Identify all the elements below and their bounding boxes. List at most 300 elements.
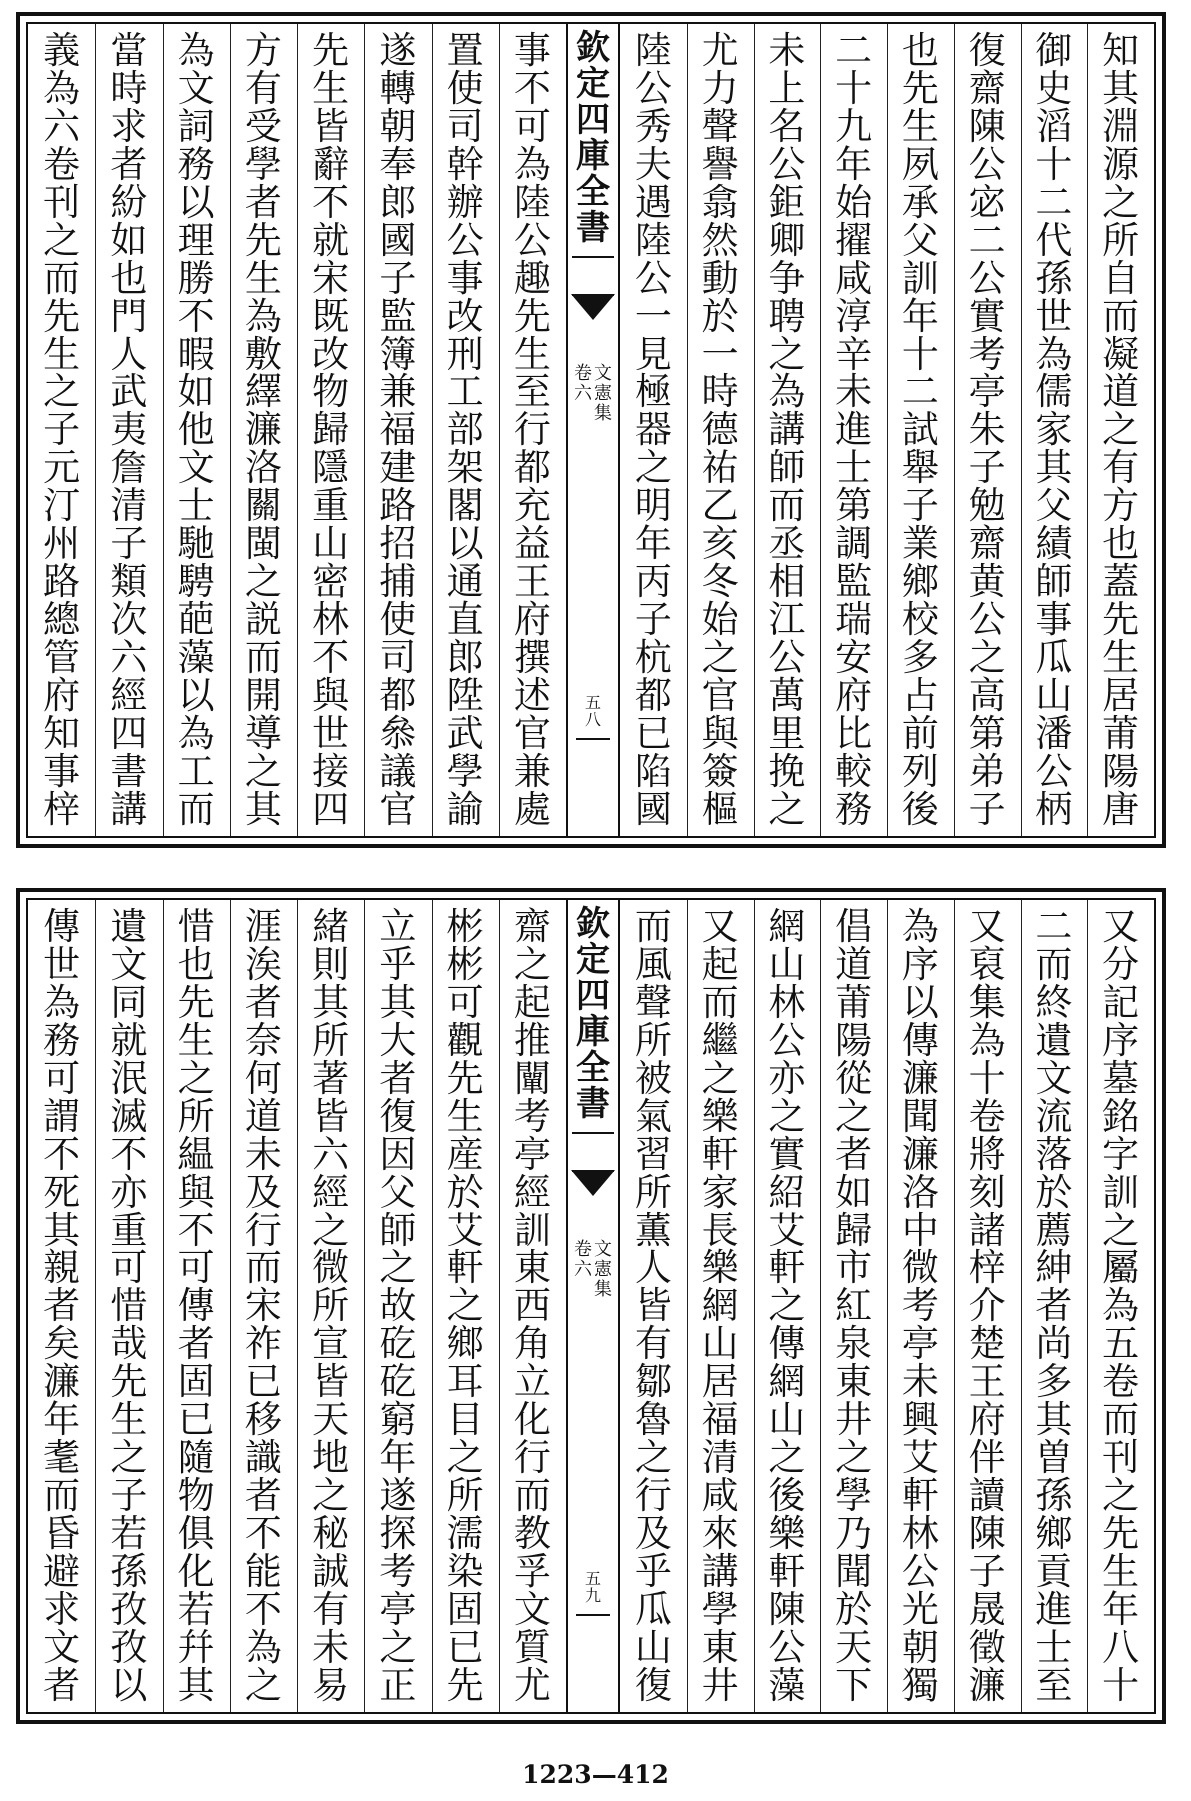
glyph: 闡 [513, 1056, 551, 1100]
text-column-right-2 [1021, 900, 1088, 1712]
glyph: 謂 [43, 1094, 81, 1138]
glyph: 艾 [901, 1436, 939, 1480]
glyph: 占 [901, 673, 939, 717]
glyph: 濂 [244, 408, 282, 452]
glyph: 遂 [379, 1474, 417, 1518]
glyph: 也 [177, 942, 215, 986]
glyph: 之 [768, 1094, 806, 1138]
glyph: 史 [1035, 66, 1073, 110]
glyph: 井 [701, 1663, 739, 1707]
glyph: 序 [1102, 1018, 1140, 1062]
glyph: 又 [968, 905, 1006, 948]
glyph: 士 [1035, 1625, 1073, 1669]
glyph: 之 [244, 1663, 282, 1707]
glyph: 則 [312, 942, 350, 986]
glyph: 為 [1102, 1284, 1140, 1328]
glyph: 官 [513, 711, 551, 755]
glyph: 之 [446, 1284, 484, 1328]
text-column-right-8 [620, 24, 687, 836]
glyph: 儒 [1035, 370, 1073, 414]
glyph: 孫 [110, 1549, 148, 1593]
glyph: 網 [768, 905, 806, 948]
glyph: 名 [768, 104, 806, 148]
glyph: 薫 [634, 1208, 672, 1252]
glyph: 同 [110, 980, 148, 1024]
glyph: 山 [701, 1322, 739, 1366]
glyph: 於 [835, 1587, 873, 1631]
glyph: 微 [312, 1246, 350, 1290]
glyph: 挽 [768, 749, 806, 793]
glyph: 調 [835, 522, 873, 566]
glyph: 化 [177, 1549, 215, 1593]
glyph: 有 [1102, 446, 1140, 490]
glyph: 瓜 [634, 1587, 672, 1631]
glyph: 文 [177, 446, 215, 490]
glyph: 墓 [1102, 1056, 1140, 1100]
column-rule [754, 900, 755, 1712]
glyph: 上 [768, 66, 806, 110]
glyph: 力 [701, 66, 739, 110]
glyph: 之 [1102, 408, 1140, 452]
glyph: 推 [513, 1018, 551, 1062]
glyph: 父 [379, 1170, 417, 1214]
glyph: 及 [634, 1512, 672, 1555]
glyph: 其 [1035, 1398, 1073, 1442]
glyph: 復 [968, 29, 1006, 72]
glyph: 十 [968, 1056, 1006, 1100]
glyph: 里 [768, 711, 806, 755]
glyph: 鄉 [1035, 1512, 1073, 1555]
glyph: 德 [701, 408, 739, 452]
glyph: 於 [701, 294, 739, 338]
glyph: 亭 [513, 1132, 551, 1176]
glyph: 可 [513, 104, 551, 148]
glyph: 生 [177, 1018, 215, 1062]
glyph: 所 [446, 1474, 484, 1518]
glyph: 公 [768, 142, 806, 186]
glyph: 未 [244, 1132, 282, 1176]
glyph: 著 [312, 1056, 350, 1100]
glyph: 馳 [177, 522, 215, 566]
glyph: 都 [513, 446, 551, 490]
glyph: 暇 [177, 332, 215, 376]
glyph: 洛 [244, 446, 282, 490]
glyph: 既 [312, 294, 350, 338]
glyph: 知 [43, 711, 81, 755]
text-column-left-5 [230, 24, 297, 836]
glyph: 柄 [1035, 787, 1073, 831]
glyph: 世 [43, 942, 81, 986]
glyph: 使 [379, 598, 417, 642]
glyph: 之 [634, 446, 672, 490]
glyph: 之 [312, 1208, 350, 1252]
glyph: 窮 [379, 1398, 417, 1442]
glyph: 立 [379, 905, 417, 948]
glyph: 乃 [835, 1512, 873, 1555]
glyph: 子 [43, 408, 81, 452]
glyph: 流 [1035, 1094, 1073, 1138]
glyph: 重 [110, 1208, 148, 1252]
glyph: 曽 [1035, 1436, 1073, 1480]
glyph: 門 [110, 294, 148, 338]
glyph: 御 [1035, 29, 1073, 72]
text-column-left-3 [364, 24, 431, 836]
glyph: 先 [1102, 598, 1140, 642]
glyph: 故 [379, 1284, 417, 1328]
glyph: 府 [43, 673, 81, 717]
glyph: 其 [43, 1208, 81, 1252]
glyph: 齋 [968, 522, 1006, 566]
glyph: 化 [513, 1398, 551, 1442]
page-frame-bottom [26, 898, 1156, 1714]
glyph: 代 [1035, 218, 1073, 262]
glyph: 承 [901, 180, 939, 224]
glyph: 生 [513, 332, 551, 376]
glyph: 艾 [768, 1208, 806, 1252]
glyph: 試 [901, 408, 939, 452]
glyph: 為 [244, 294, 282, 338]
glyph: 充 [513, 484, 551, 528]
glyph: 二 [835, 29, 873, 72]
glyph: 改 [446, 294, 484, 338]
glyph: 者 [43, 1284, 81, 1328]
glyph: 較 [835, 749, 873, 793]
glyph: 孫 [1035, 1474, 1073, 1518]
glyph: 東 [701, 1625, 739, 1669]
glyph: 伴 [968, 1436, 1006, 1480]
glyph: 師 [768, 446, 806, 490]
text-column-left-1 [499, 900, 566, 1712]
glyph: 傳 [768, 1322, 806, 1366]
glyph: 傳 [177, 1284, 215, 1328]
glyph: 八 [1102, 1625, 1140, 1669]
column-rule [297, 900, 298, 1712]
glyph: 王 [513, 560, 551, 604]
glyph: 不 [177, 294, 215, 338]
glyph: 魯 [634, 1398, 672, 1442]
text-column-right-3 [954, 900, 1021, 1712]
glyph: 工 [446, 370, 484, 414]
glyph: 經 [110, 673, 148, 717]
glyph: 卷 [1102, 1360, 1140, 1404]
glyph: 而 [513, 1474, 551, 1518]
glyph: 天 [312, 1398, 350, 1442]
glyph: 第 [835, 484, 873, 528]
glyph: 大 [379, 1018, 417, 1062]
glyph: 道 [835, 942, 873, 986]
glyph: 孜 [110, 1587, 148, 1631]
glyph: 公 [768, 1625, 806, 1669]
glyph: 生 [1102, 1549, 1140, 1593]
glyph: 及 [244, 1170, 282, 1214]
glyph: 與 [312, 673, 350, 717]
glyph: 行 [513, 1436, 551, 1480]
glyph: 五 [1102, 1322, 1140, 1366]
glyph: 所 [177, 1094, 215, 1138]
glyph: 之 [446, 1436, 484, 1480]
glyph: 始 [835, 180, 873, 224]
glyph: 道 [1102, 370, 1140, 414]
glyph: 若 [110, 1512, 148, 1555]
glyph: 也 [1102, 522, 1140, 566]
column-rule [163, 24, 164, 836]
glyph: 陞 [446, 673, 484, 717]
glyph: 復 [379, 1094, 417, 1138]
glyph: 益 [513, 522, 551, 566]
glyph: 師 [379, 1208, 417, 1252]
gutter-rule [576, 1614, 610, 1616]
glyph: 時 [110, 66, 148, 110]
text-column-right-1 [1087, 24, 1154, 836]
glyph: 家 [701, 1170, 739, 1214]
glyph: 為 [177, 711, 215, 755]
glyph: 為 [1035, 332, 1073, 376]
glyph: 争 [768, 256, 806, 300]
glyph: 監 [379, 294, 417, 338]
glyph: 惜 [110, 1284, 148, 1328]
glyph: 極 [634, 370, 672, 414]
glyph: 從 [835, 1056, 873, 1100]
glyph: 公 [968, 598, 1006, 642]
glyph: 卷 [43, 142, 81, 186]
text-column-left-4 [297, 24, 364, 836]
glyph: 天 [835, 1625, 873, 1669]
glyph: 而 [244, 1246, 282, 1290]
glyph: 地 [312, 1436, 350, 1480]
glyph: 先 [244, 218, 282, 262]
glyph: 公 [446, 218, 484, 262]
glyph: 直 [446, 598, 484, 642]
glyph: 亭 [901, 1322, 939, 1366]
glyph: 紳 [1035, 1246, 1073, 1290]
glyph: 所 [634, 1170, 672, 1214]
glyph: 讀 [968, 1474, 1006, 1518]
glyph: 可 [177, 1246, 215, 1290]
glyph: 學 [244, 142, 282, 186]
glyph: 皆 [634, 1284, 672, 1328]
glyph: 行 [244, 1208, 282, 1252]
glyph: 於 [1035, 1170, 1073, 1214]
glyph: 軒 [701, 1132, 739, 1176]
glyph: 江 [768, 598, 806, 642]
text-column-right-5 [820, 24, 887, 836]
glyph: 次 [110, 598, 148, 642]
glyph: 為 [244, 1625, 282, 1669]
glyph: 監 [835, 560, 873, 604]
gutter-subtitle: 文 憲 集 卷 六 [574, 1239, 612, 1300]
glyph: 下 [835, 1663, 873, 1707]
glyph: 字 [1102, 1132, 1140, 1176]
column-rule [954, 24, 955, 836]
text-column-right-8 [620, 900, 687, 1712]
glyph: 生 [312, 66, 350, 110]
glyph: 架 [446, 446, 484, 490]
glyph: 淳 [835, 294, 873, 338]
glyph: 網 [701, 1284, 739, 1328]
glyph: 而 [244, 636, 282, 679]
glyph: 刑 [446, 332, 484, 376]
glyph: 自 [1102, 256, 1140, 300]
glyph: 軒 [768, 1549, 806, 1593]
glyph: 不 [513, 66, 551, 110]
glyph: 軒 [446, 1246, 484, 1290]
glyph: 第 [968, 711, 1006, 755]
glyph: 之 [43, 370, 81, 414]
glyph: 未 [768, 29, 806, 72]
glyph: 彬 [446, 942, 484, 986]
glyph: 簿 [379, 332, 417, 376]
glyph: 者 [1035, 1284, 1073, 1328]
glyph: 公 [1035, 749, 1073, 793]
glyph: 其 [244, 787, 282, 831]
gutter-page-number: 五 八 [584, 693, 601, 729]
glyph: 生 [43, 332, 81, 376]
glyph: 涘 [244, 942, 282, 986]
glyph: 就 [110, 1018, 148, 1062]
glyph: 丙 [634, 560, 672, 604]
glyph: 高 [968, 673, 1006, 717]
column-rule [432, 24, 433, 836]
glyph: 四 [110, 711, 148, 755]
column-rule [1021, 24, 1022, 836]
column-rule [230, 24, 231, 836]
glyph: 物 [312, 370, 350, 414]
glyph: 東 [835, 1360, 873, 1404]
glyph: 産 [446, 1132, 484, 1176]
glyph: 緒 [312, 905, 350, 948]
column-rule [499, 24, 500, 836]
text-column-left-2 [432, 24, 499, 836]
glyph: 多 [901, 636, 939, 679]
glyph: 所 [1102, 218, 1140, 262]
glyph: 敷 [244, 332, 282, 376]
glyph: 其 [177, 1663, 215, 1707]
glyph: 二 [1035, 180, 1073, 224]
glyph: 詹 [110, 446, 148, 490]
glyph: 通 [446, 560, 484, 604]
glyph: 十 [901, 332, 939, 376]
glyph: 習 [634, 1132, 672, 1176]
glyph: 福 [701, 1398, 739, 1442]
glyph: 先 [513, 294, 551, 338]
glyph: 來 [701, 1512, 739, 1555]
glyph: 與 [177, 1170, 215, 1214]
glyph: 不 [244, 1512, 282, 1555]
glyph: 耄 [43, 1436, 81, 1480]
glyph: 歸 [312, 408, 350, 452]
glyph: 六 [43, 104, 81, 148]
glyph: 清 [701, 1436, 739, 1480]
glyph: 他 [177, 408, 215, 452]
glyph: 學 [835, 1474, 873, 1518]
glyph: 昏 [43, 1512, 81, 1555]
glyph: 事 [1035, 598, 1073, 642]
glyph: 子 [110, 522, 148, 566]
glyph: 山 [1035, 673, 1073, 717]
glyph: 公 [968, 256, 1006, 300]
glyph: 路 [379, 484, 417, 528]
glyph: 皆 [312, 104, 350, 148]
glyph: 有 [312, 1587, 350, 1631]
glyph: 皆 [312, 1360, 350, 1404]
glyph: 已 [446, 1625, 484, 1669]
glyph: 祚 [244, 1322, 282, 1366]
text-column-right-2 [1021, 24, 1088, 836]
glyph: 之 [768, 787, 806, 831]
glyph: 質 [513, 1625, 551, 1669]
glyph: 亥 [701, 522, 739, 566]
glyph: 軒 [901, 1474, 939, 1518]
glyph: 楚 [968, 1322, 1006, 1366]
glyph: 工 [177, 749, 215, 793]
glyph: 獨 [901, 1663, 939, 1707]
glyph: 多 [1035, 1360, 1073, 1404]
glyph: 實 [768, 1132, 806, 1176]
text-column-left-8 [28, 900, 95, 1712]
glyph: 年 [379, 1436, 417, 1480]
glyph: 序 [901, 942, 939, 986]
glyph: 未 [312, 1625, 350, 1669]
glyph: 孜 [110, 1625, 148, 1669]
glyph: 之 [835, 1436, 873, 1480]
glyph: 復 [634, 1663, 672, 1707]
glyph: 奈 [244, 1018, 282, 1062]
glyph: 起 [513, 980, 551, 1024]
glyph: 事 [43, 749, 81, 793]
glyph: 已 [244, 1360, 282, 1404]
glyph: 濡 [446, 1512, 484, 1555]
glyph: 管 [43, 636, 81, 679]
glyph: 如 [177, 370, 215, 414]
glyph: 潘 [1035, 711, 1073, 755]
glyph: 學 [701, 1587, 739, 1631]
glyph: 理 [177, 218, 215, 262]
glyph: 前 [901, 711, 939, 755]
glyph: 而 [1035, 942, 1073, 986]
glyph: 聘 [768, 294, 806, 338]
glyph: 咸 [701, 1474, 739, 1518]
glyph: 訓 [901, 256, 939, 300]
glyph: 公 [768, 1018, 806, 1062]
glyph: 能 [244, 1549, 282, 1593]
glyph: 為 [768, 370, 806, 414]
glyph: 長 [701, 1208, 739, 1252]
glyph: 介 [968, 1284, 1006, 1328]
glyph: 類 [110, 560, 148, 604]
glyph: 先 [110, 1360, 148, 1404]
glyph: 觀 [446, 1018, 484, 1062]
glyph: 國 [379, 218, 417, 262]
glyph: 人 [110, 332, 148, 376]
glyph: 辛 [835, 332, 873, 376]
glyph: 就 [312, 218, 350, 262]
glyph: 藻 [768, 1663, 806, 1707]
column-rule [432, 900, 433, 1712]
glyph: 所 [312, 1284, 350, 1328]
glyph: 講 [110, 787, 148, 831]
glyph: 開 [244, 673, 282, 717]
glyph: 考 [901, 1284, 939, 1328]
glyph: 滔 [1035, 104, 1073, 148]
glyph: 山 [312, 522, 350, 566]
glyph: 山 [768, 1398, 806, 1442]
glyph: 重 [312, 484, 350, 528]
glyph: 十 [835, 66, 873, 110]
glyph: 林 [901, 1512, 939, 1555]
glyph: 之 [312, 1474, 350, 1518]
glyph: 樂 [701, 1246, 739, 1290]
glyph: 務 [177, 142, 215, 186]
